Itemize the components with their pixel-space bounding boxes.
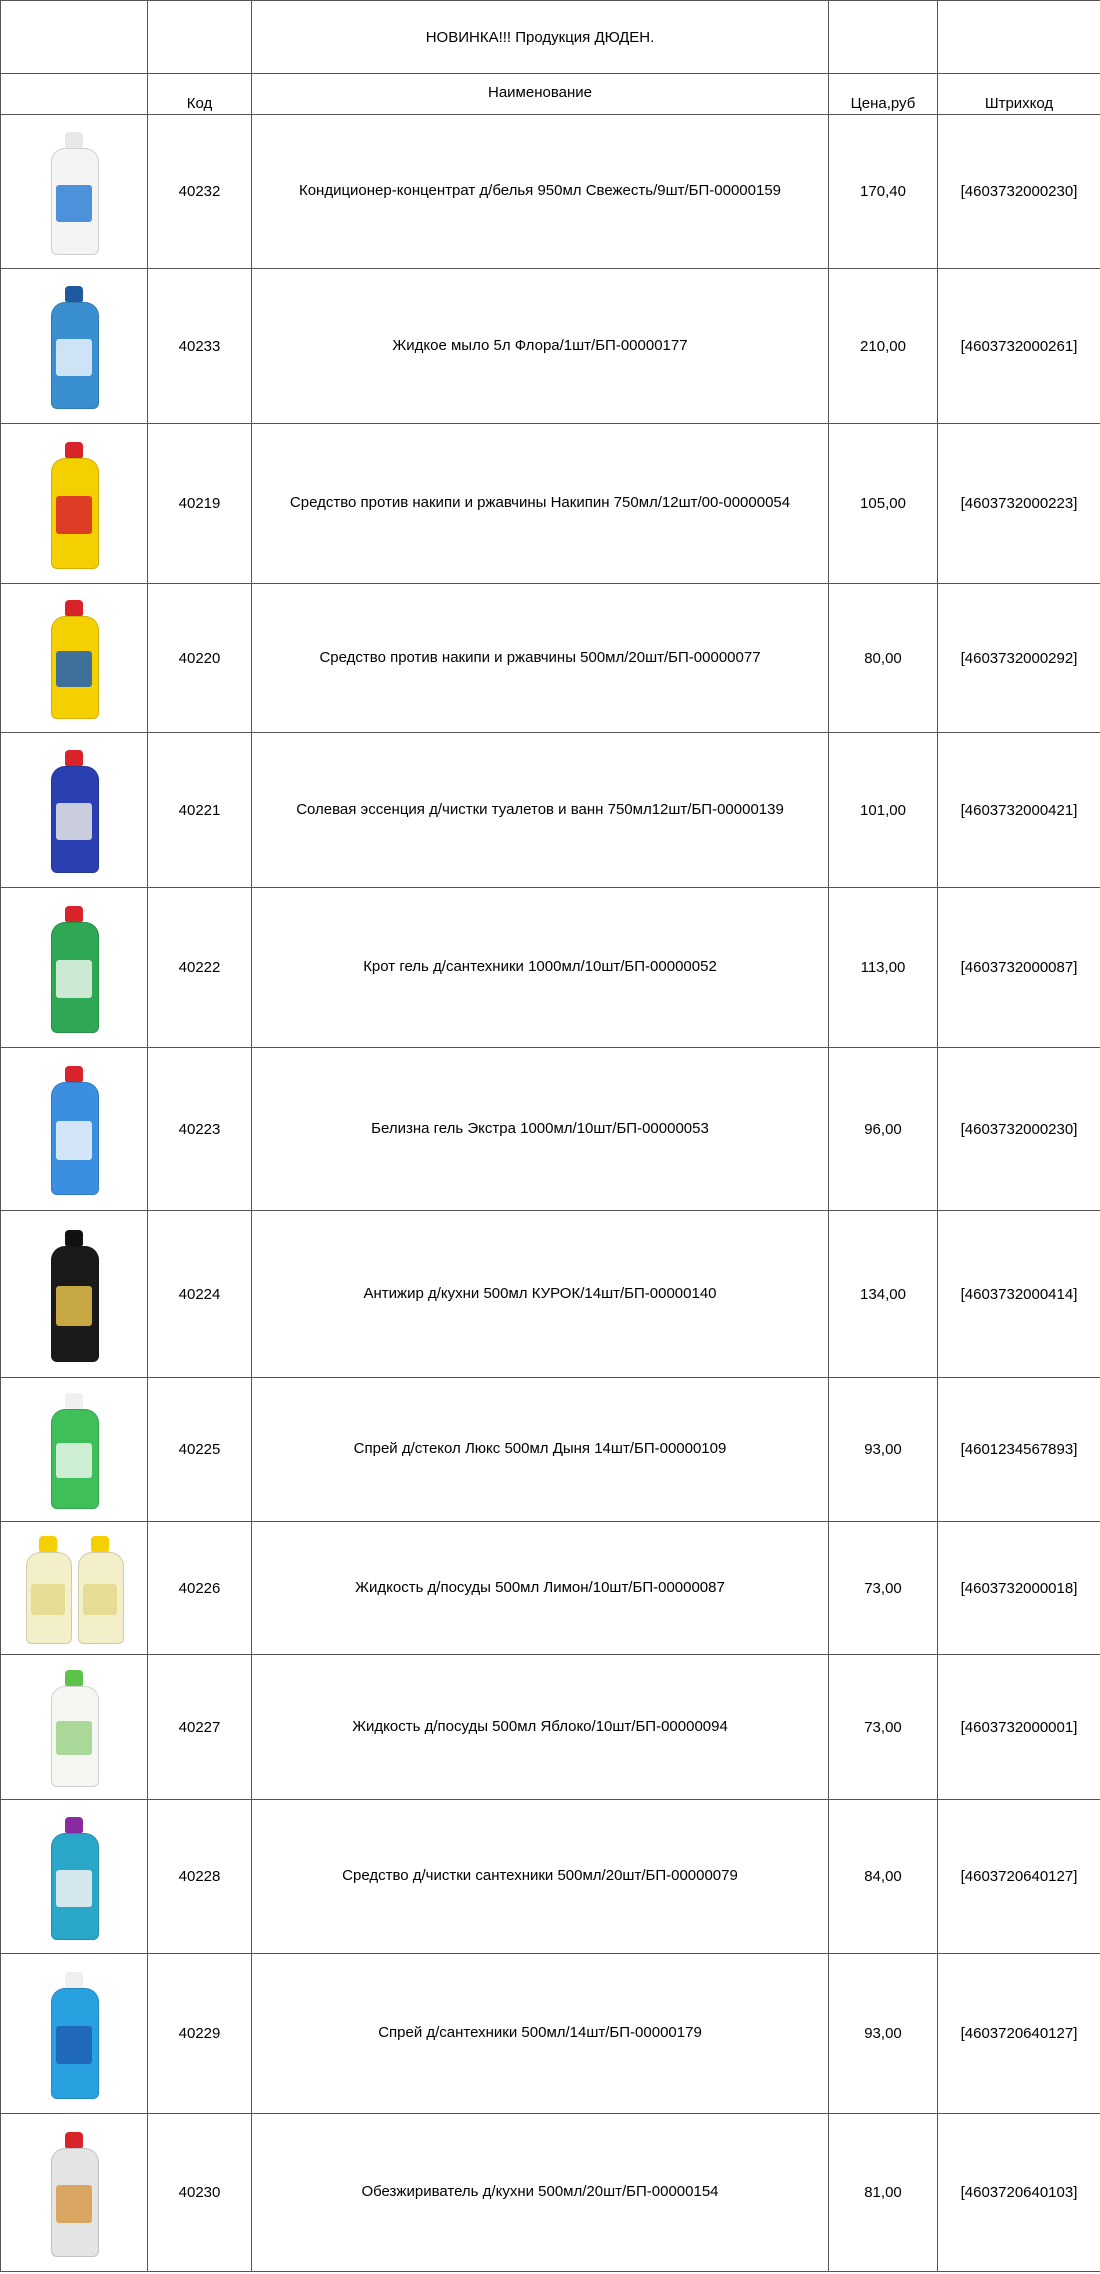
bathroom-spray-bottle-icon — [51, 1972, 97, 2097]
cell-price: 210,00 — [829, 269, 938, 424]
table-row — [1, 424, 1100, 584]
descaler-bottle-small-icon — [51, 600, 97, 717]
drain-gel-bottle-icon — [51, 906, 97, 1031]
cell-code: 40229 — [148, 1954, 252, 2114]
toilet-cleaner-bottle-icon — [51, 750, 97, 871]
cell-barcode: [4603720640127] — [938, 1954, 1100, 2114]
product-image-cell — [1, 1655, 148, 1800]
cell-price: 80,00 — [829, 584, 938, 733]
cell-barcode: [4603732000230] — [938, 1048, 1100, 1211]
cell-price: 84,00 — [829, 1800, 938, 1954]
bottle-label — [31, 1584, 65, 1616]
cell-code: 40219 — [148, 424, 252, 584]
product-image-cell — [1, 2114, 148, 2272]
bottle-label — [56, 339, 92, 376]
product-image-cell — [1, 269, 148, 424]
spray-bottle-black-icon — [51, 1230, 97, 1360]
header-name: Наименование — [252, 74, 829, 115]
cell-barcode: [4603732000414] — [938, 1211, 1100, 1378]
cell-name: Жидкость д/посуды 500мл Лимон/10шт/БП-00000087 — [252, 1522, 829, 1655]
table-row — [1, 1378, 1100, 1522]
bottle-label — [56, 1286, 92, 1326]
bottle-label — [56, 960, 92, 998]
bottle-label — [56, 1121, 92, 1160]
header-code: Код — [148, 74, 252, 115]
product-image-cell — [1, 1800, 148, 1954]
table-title: НОВИНКА!!! Продукция ДЮДЕН. — [252, 1, 829, 74]
title-row — [1, 1, 1100, 74]
cell-barcode: [4603732000261] — [938, 269, 1100, 424]
bottle-label — [56, 1870, 92, 1907]
table-row — [1, 2114, 1100, 2272]
fabric-softener-bottle-icon — [51, 132, 97, 253]
cell-name: Средство против накипи и ржавчины 500мл/20шт/БП-00000077 — [252, 584, 829, 733]
table-row — [1, 1954, 1100, 2114]
cell-name: Спрей д/стекол Люкс 500мл Дыня 14шт/БП-00000109 — [252, 1378, 829, 1522]
cell-price: 73,00 — [829, 1522, 938, 1655]
cell-price: 73,00 — [829, 1655, 938, 1800]
product-image-cell — [1, 115, 148, 269]
bottle-cap — [65, 1066, 83, 1082]
product-image-cell — [1, 1522, 148, 1655]
cell-name: Спрей д/сантехники 500мл/14шт/БП-00000179 — [252, 1954, 829, 2114]
table-row — [1, 1048, 1100, 1211]
product-image-cell — [1, 1378, 148, 1522]
bottle-cap — [65, 600, 83, 616]
cell-name: Белизна гель Экстра 1000мл/10шт/БП-00000053 — [252, 1048, 829, 1211]
cell-price: 81,00 — [829, 2114, 938, 2272]
bottle-cap — [65, 750, 83, 766]
cell-barcode: [4603732000223] — [938, 424, 1100, 584]
bottle-cap — [65, 1393, 83, 1409]
bottle-label — [83, 1584, 117, 1616]
bottle-cap — [91, 1536, 109, 1552]
table-row — [1, 888, 1100, 1048]
dish-liquid-bottles-icon — [26, 1536, 122, 1642]
bottle-label — [56, 1443, 92, 1477]
dish-liquid-bottle-icon — [51, 1670, 97, 1785]
bottle-cap — [65, 442, 83, 458]
cell-barcode: [4603732000421] — [938, 733, 1100, 888]
cell-name: Солевая эссенция д/чистки туалетов и ванн 750мл12шт/БП-00000139 — [252, 733, 829, 888]
cell-barcode: [4603720640103] — [938, 2114, 1100, 2272]
cell-barcode: [4603732000230] — [938, 115, 1100, 269]
table-row — [1, 1655, 1100, 1800]
cell-name: Жидкость д/посуды 500мл Яблоко/10шт/БП-00000094 — [252, 1655, 829, 1800]
cell-price: 113,00 — [829, 888, 938, 1048]
cell-barcode: [4601234567893] — [938, 1378, 1100, 1522]
cell-price: 134,00 — [829, 1211, 938, 1378]
cell-code: 40232 — [148, 115, 252, 269]
bottle-cap — [65, 1670, 83, 1686]
bottle-label — [56, 185, 92, 222]
table-row — [1, 269, 1100, 424]
bleach-gel-bottle-icon — [51, 1066, 97, 1193]
bottle-cap — [65, 906, 83, 922]
bottle-label — [56, 496, 92, 534]
product-image-cell — [1, 424, 148, 584]
cell-barcode: [4603720640127] — [938, 1800, 1100, 1954]
table-row — [1, 1522, 1100, 1655]
cell-name: Крот гель д/сантехники 1000мл/10шт/БП-00000052 — [252, 888, 829, 1048]
header-barcode: Штрихкод — [938, 74, 1100, 115]
cell-code: 40230 — [148, 2114, 252, 2272]
product-image-cell — [1, 584, 148, 733]
bottle-cap — [39, 1536, 57, 1552]
cell-name: Кондиционер-концентрат д/белья 950мл Свежесть/9шт/БП-00000159 — [252, 115, 829, 269]
descaler-bottle-icon — [51, 442, 97, 567]
product-image-cell — [1, 733, 148, 888]
cell-code: 40226 — [148, 1522, 252, 1655]
cell-barcode: [4603732000087] — [938, 888, 1100, 1048]
cell-name: Средство д/чистки сантехники 500мл/20шт/БП-00000079 — [252, 1800, 829, 1954]
product-image-cell — [1, 1048, 148, 1211]
cell-name: Средство против накипи и ржавчины Накипин 750мл/12шт/00-00000054 — [252, 424, 829, 584]
bottle-cap — [65, 2132, 83, 2148]
product-image-cell — [1, 1211, 148, 1378]
cell-barcode: [4603732000001] — [938, 1655, 1100, 1800]
cell-code: 40233 — [148, 269, 252, 424]
bottle-label — [56, 2185, 92, 2222]
bottle-cap — [65, 1817, 83, 1833]
bottle-cap — [65, 1230, 83, 1246]
cell-code: 40220 — [148, 584, 252, 733]
table-row — [1, 1800, 1100, 1954]
cell-code: 40222 — [148, 888, 252, 1048]
product-image-cell — [1, 888, 148, 1048]
table-row — [1, 1211, 1100, 1378]
degreaser-bottle-icon — [51, 2132, 97, 2255]
cell-code: 40223 — [148, 1048, 252, 1211]
cell-price: 101,00 — [829, 733, 938, 888]
cell-name: Жидкое мыло 5л Флора/1шт/БП-00000177 — [252, 269, 829, 424]
product-image-cell — [1, 1954, 148, 2114]
bottle-cap — [65, 286, 83, 302]
cell-price: 170,40 — [829, 115, 938, 269]
table-row — [1, 584, 1100, 733]
cell-price: 93,00 — [829, 1954, 938, 2114]
cell-price: 105,00 — [829, 424, 938, 584]
cell-barcode: [4603732000018] — [938, 1522, 1100, 1655]
table-row — [1, 733, 1100, 888]
glass-spray-bottle-icon — [51, 1393, 97, 1507]
header-price: Цена,руб — [829, 74, 938, 115]
cell-code: 40221 — [148, 733, 252, 888]
bottle-label — [56, 2026, 92, 2064]
cell-code: 40225 — [148, 1378, 252, 1522]
liquid-soap-canister-icon — [51, 286, 97, 407]
bottle-cap — [65, 1972, 83, 1988]
cell-name: Антижир д/кухни 500мл КУРОК/14шт/БП-00000140 — [252, 1211, 829, 1378]
table-row — [1, 115, 1100, 269]
cell-barcode: [4603732000292] — [938, 584, 1100, 733]
cell-price: 96,00 — [829, 1048, 938, 1211]
bottle-label — [56, 651, 92, 686]
bottle-label — [56, 803, 92, 840]
cell-code: 40224 — [148, 1211, 252, 1378]
header-row — [1, 74, 1100, 115]
bottle-cap — [65, 132, 83, 148]
cell-name: Обезжириватель д/кухни 500мл/20шт/БП-00000154 — [252, 2114, 829, 2272]
cell-price: 93,00 — [829, 1378, 938, 1522]
bottle-label — [56, 1721, 92, 1756]
cell-code: 40227 — [148, 1655, 252, 1800]
cell-code: 40228 — [148, 1800, 252, 1954]
bathroom-cleaner-bottle-icon — [51, 1817, 97, 1938]
